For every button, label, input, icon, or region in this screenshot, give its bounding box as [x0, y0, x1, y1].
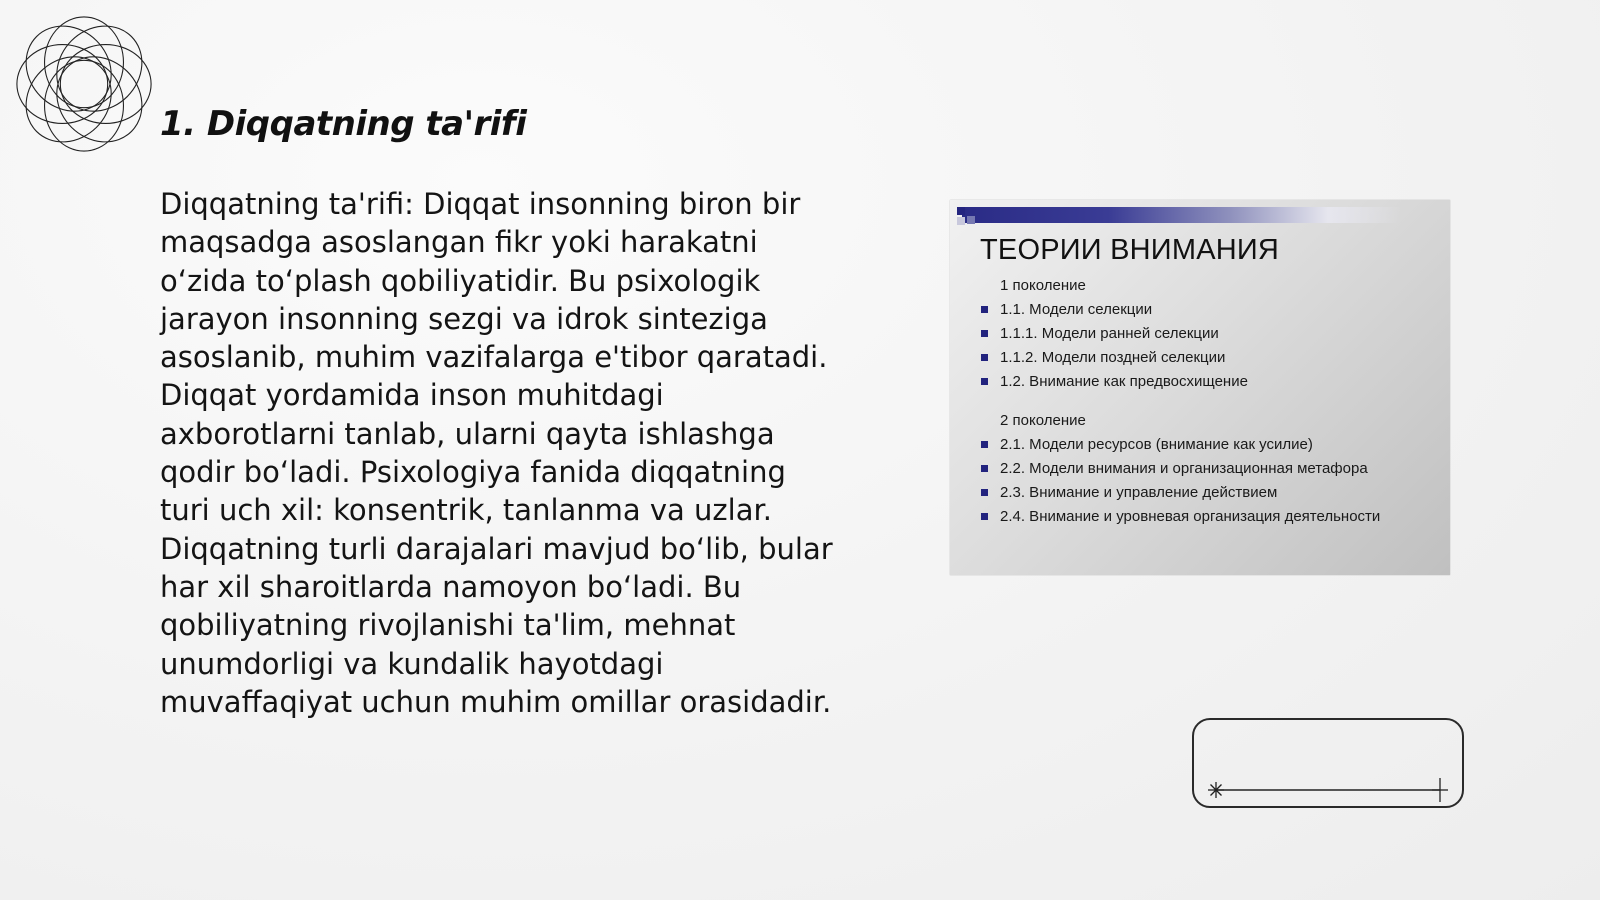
list-item: 1.1.1. Модели ранней селекции: [980, 324, 1440, 343]
corner-square: [967, 216, 975, 224]
square-bullet-icon: [981, 489, 988, 496]
square-bullet-icon: [981, 441, 988, 448]
corner-square: [957, 207, 965, 215]
sparkle-icon: [1208, 782, 1224, 798]
slide-title: 1. Diqqatning ta'rifi: [160, 104, 527, 144]
list-item: 2.3. Внимание и управление действием: [980, 483, 1440, 502]
header-gradient-bar: [962, 207, 1450, 223]
square-bullet-icon: [981, 330, 988, 337]
square-bullet-icon: [981, 513, 988, 520]
list-item: 2.4. Внимание и уровневая организация деятельности: [980, 507, 1440, 526]
square-bullet-icon: [981, 354, 988, 361]
corner-square: [957, 217, 965, 225]
theories-heading: ТЕОРИИ ВНИМАНИЯ: [980, 234, 1280, 266]
capsule-line-decoration: [1194, 720, 1462, 806]
square-bullet-icon: [981, 465, 988, 472]
square-bullet-icon: [981, 378, 988, 385]
list-item: 2.1. Модели ресурсов (внимание как усилие): [980, 435, 1440, 454]
attention-theories-image: [950, 200, 1450, 575]
list-item: 2.2. Модели внимания и организационная метафора: [980, 459, 1440, 478]
list-item: 1 поколение: [1000, 277, 1086, 294]
rosette-ornament-icon: [10, 10, 158, 158]
theories-list: [980, 276, 1440, 531]
square-bullet-icon: [981, 306, 988, 313]
list-item: 1.1. Модели селекции: [980, 300, 1440, 319]
slide-body-text: Diqqatning ta'rifi: Diqqat insonning biron bir maqsadga asoslangan fikr yoki harakatni o‘zida to‘plash qobiliyatidir. Bu psixologik jarayon insonning sezgi va idrok sinteziga asoslanib, muhim vazifalarga e'tibor qaratadi. Diqqat yordamida inson muhitdagi axborotlarni tanlab, ularni qayta ishlashga qodir bo‘ladi. Psixologiya fanida diqqatning turi uch xil: konsentrik, tanlanma va uzlar. Diqqatning turli darajalari mavjud bo‘lib, bular har xil sharoitlarda namoyon bo‘ladi. Bu qobiliyatning rivojlanishi ta'lim, mehnat unumdorligi va kundalik hayotdagi muvaffaqiyat uchun muhim omillar orasidadir.: [160, 187, 833, 719]
list-item: 1.1.2. Модели поздней селекции: [980, 348, 1440, 367]
decorative-capsule: [1192, 718, 1464, 808]
list-item: 1.2. Внимание как предвосхищение: [980, 372, 1440, 391]
list-item: 2 поколение: [1000, 412, 1086, 429]
plus-star-icon: [1432, 778, 1448, 802]
